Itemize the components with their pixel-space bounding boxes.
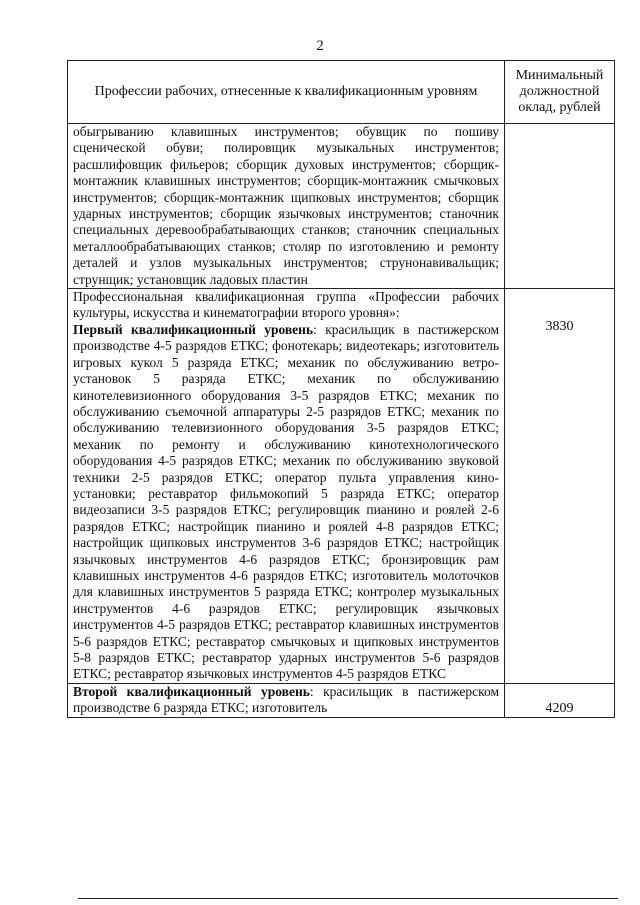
bottom-rule <box>78 898 618 899</box>
level2-cell <box>68 683 505 717</box>
level2-salary: 4209 <box>505 683 615 717</box>
page-number: 2 <box>316 38 324 54</box>
table-row <box>68 683 615 717</box>
group-title: Профессиональная квалификационная группа «Профессии рабочих культуры, искусства и кинематографии второго уровня»: <box>73 289 499 321</box>
level1-salary: 3830 <box>505 289 615 684</box>
level2-label: Второй квалификационный уровень <box>73 683 310 699</box>
level1-cell <box>68 289 505 684</box>
header-salary: Минимальный должностной оклад, рублей <box>505 61 615 124</box>
level2-text: : красильщик в пастижерском производстве 6 разряда ЕТКС; изготовитель <box>73 683 500 716</box>
empty-salary-cell <box>505 124 615 289</box>
salary-table <box>67 60 615 718</box>
level1-text: : красильщик в пастижерском производстве 4-5 разрядов ЕТКС; фонотекарь; видеотекарь; изготовитель игровых кукол 5 разряда ЕТКС; механик по обслуживанию ветро-установок 5 разряда ЕТКС; механик по обслуживанию кинотелевизионного оборудования 3-5 разрядов ЕТКС; механик по обслуживанию съемочной аппаратуры 2-5 разрядов ЕТКС; механик по обслуживанию телевизионного оборудования 3-5 разрядов ЕТКС; механик по ремонту и обслуживанию кинотехнологического оборудования 4-5 разрядов ЕТКС; механик по обслуживанию звуковой техники 2-5 разрядов ЕТКС; оператор пульта управления кино-установки; реставратор фильмокопий 5 разряда ЕТКС; оператор видеозаписи 3-5 разрядов ЕТКС; регулировщик пианино и роялей 2-6 разрядов ЕТКС; настройщик пианино и роялей 4-8 разрядов ЕТКС; настройщик щипковых инструментов 3-6 разрядов ЕТКС; настройщик язычковых инструментов 4-6 разрядов ЕТКС; бронзировщик рам клавишных инструментов 4-6 разрядов ЕТКС; изготовитель молоточков для клавишных инструментов 5 разряда ЕТКС; контролер музыкальных инструментов 4-6 разрядов ЕТКС; регулировщик язычковых инструментов 4-5 разрядов ЕТКС; реставратор клавишных инструментов 5-6 разрядов ЕТКС; реставратор смычковых и щипковых инструментов 5-8 разрядов ЕТКС; реставратор ударных инструментов 5-6 разрядов ЕТКС; реставратор язычковых инструментов 4-5 разрядов ЕТКС <box>73 321 499 682</box>
level1-description <box>73 322 499 683</box>
level1-label: Первый квалификационный уровень <box>73 321 314 337</box>
table-row <box>68 124 615 289</box>
continued-professions-text: обыгрыванию клавишных инструментов; обувщик по пошиву сценической обуви; полировщик музыкальных инструментов; расшлифовщик фильеров; сборщик духовых инструментов; сборщик-монтажник клавишных инструментов; сборщик-монтажник смычковых инструментов; сборщик-монтажник щипковых инструментов; сборщик ударных инструментов; сборщик язычковых инструментов; станочник специальных деревообрабатывающих станков; станочник специальных металлообрабатывающих станков; столяр по изготовлению и ремонту деталей и узлов музыкальных инструментов; струнонавивальщик; струнщик; установщик ладовых пластин <box>68 124 505 289</box>
table-row <box>68 289 615 684</box>
header-professions: Профессии рабочих, отнесенные к квалификационным уровням <box>68 61 505 124</box>
table-header-row <box>68 61 615 124</box>
